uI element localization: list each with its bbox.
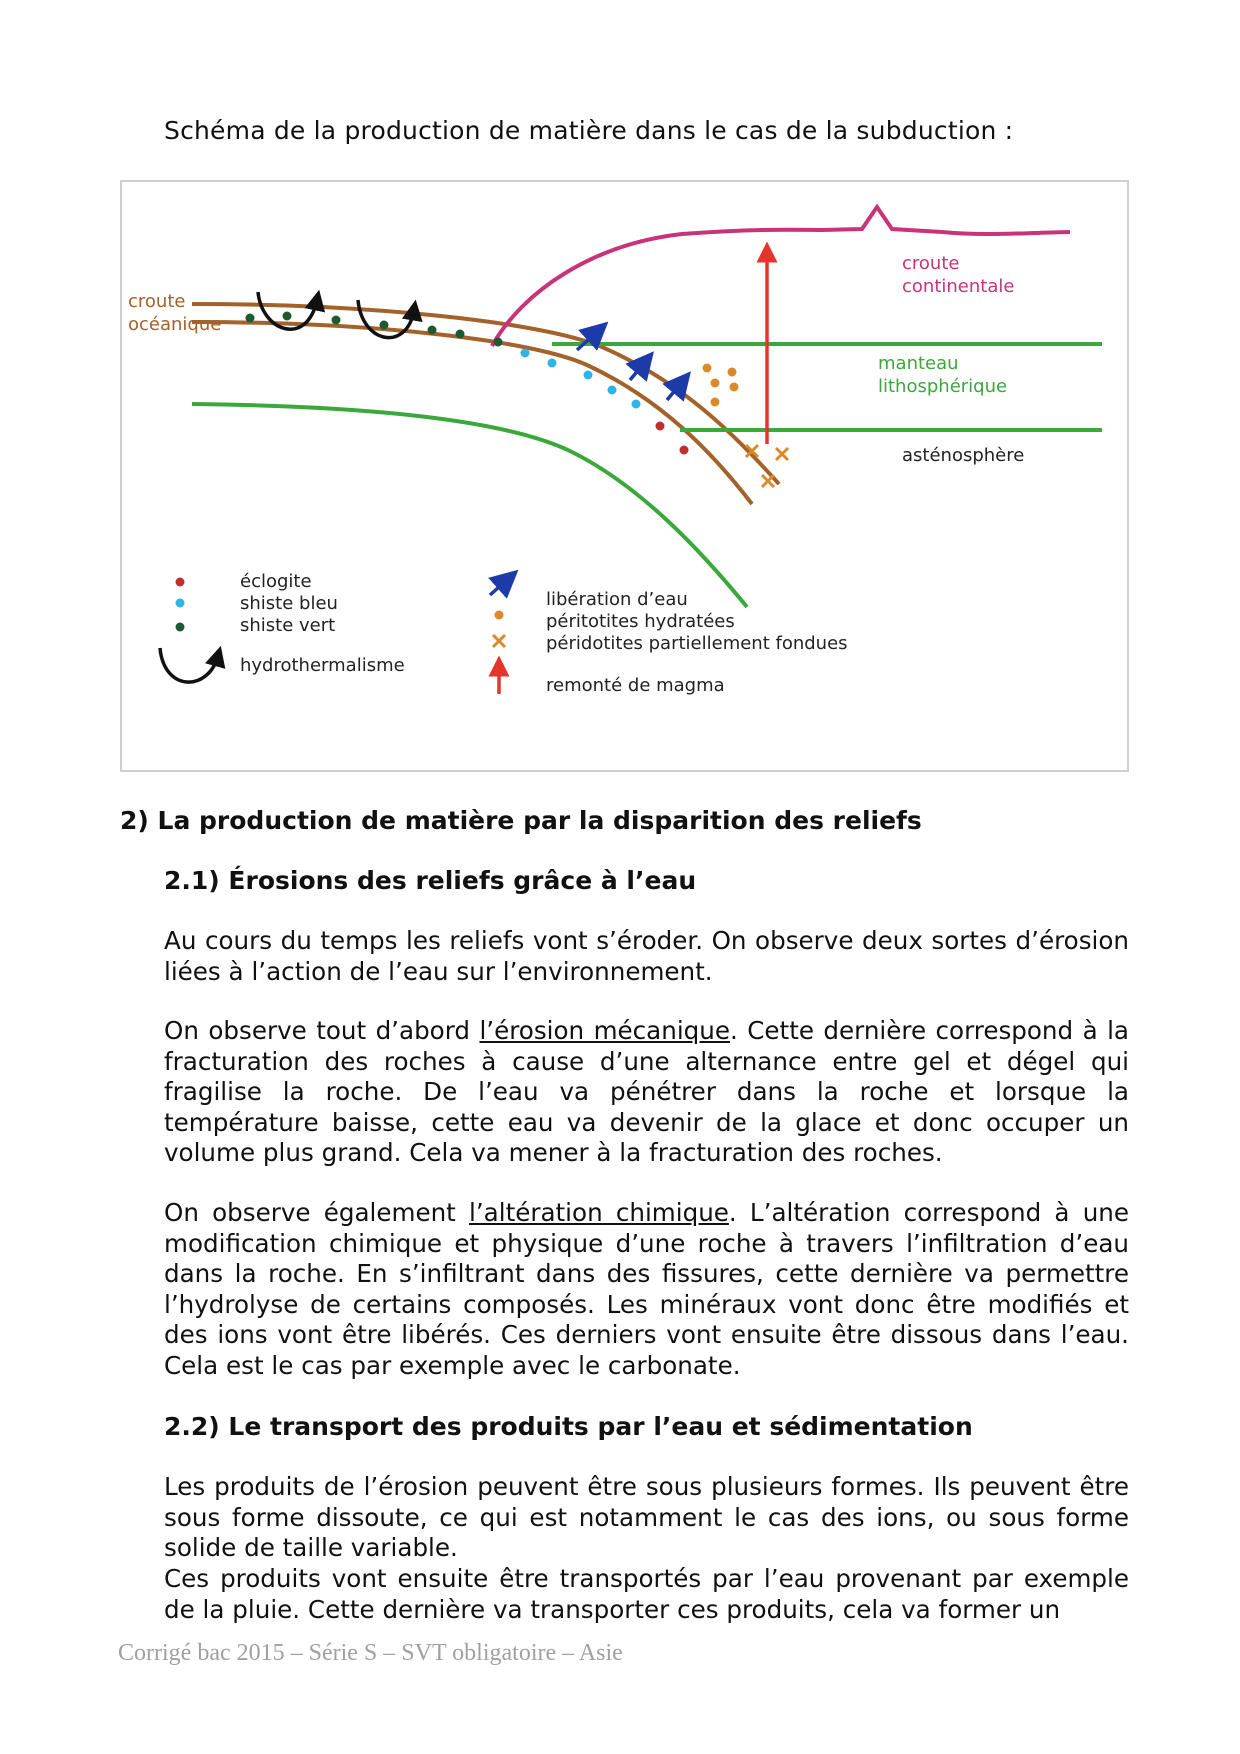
schiste-vert-dot (246, 314, 255, 323)
schiste-bleu-dot (632, 400, 641, 409)
legend-eclogite-dot (176, 578, 185, 587)
page-footer: Corrigé bac 2015 – Série S – SVT obligatoire – Asie (118, 1640, 623, 1666)
section-2-1-heading: 2.1) Érosions des reliefs grâce à l’eau (164, 866, 697, 895)
paragraph-produits-erosion: Les produits de l’érosion peuvent être sous plusieurs formes. Ils peuvent être sous forme dissoute, ce qui est notamment le cas des ions, ou sous forme solide de taille variable. (164, 1472, 1129, 1562)
term-erosion-mecanique: l’érosion mécanique (479, 1016, 730, 1045)
label-croute-oceanique: croute océanique (128, 291, 222, 335)
paragraph-transport: Ces produits vont ensuite être transportés par l’eau provenant par exemple de la pluie. Cette dernière va transporter ces produits, cela va former un (164, 1564, 1129, 1624)
subduction-diagram (120, 180, 1129, 772)
paragraph-erosion-mecanique: On observe tout d’abord l’érosion mécanique. Cette dernière correspond à la fracturation des roches à cause d’une alternance entre gel et dégel qui fragilise la roche. De l’eau va pénétrer dans la roche et lorsque la température baisse, cette eau va devenir de la glace et donc occuper un volume plus grand. Cela va mener à la fracturation des roches. (164, 1016, 1129, 1167)
legend-peridotite-label: péritotites hydratées (546, 611, 735, 632)
peridotite-dot (703, 364, 712, 373)
legend-water-arrow (490, 579, 508, 595)
oceanic-crust-bottom (192, 322, 752, 504)
legend-hydrothermalism-icon (160, 648, 218, 682)
peridotite-dot (730, 383, 739, 392)
legend-water-label: libération d’eau (546, 589, 688, 610)
section-2-2-heading: 2.2) Le transport des produits par l’eau et sédimentation (164, 1412, 973, 1441)
legend-melt-cross (493, 635, 505, 647)
melt-cross (746, 445, 788, 487)
paragraph-alteration-chimique: On observe également l’altération chimique. L’altération correspond à une modification chimique et physique d’une roche à travers l’infiltration d’eau dans la roche. En s’infiltrant dans des fissures, cette dernière va permettre l’hydrolyse de certains composés. Les minéraux vont donc être modifiés et des ions vont être libérés. Ces derniers vont ensuite être dissous dans l’eau. Cela est le cas par exemple avec le carbonate. (164, 1198, 1130, 1380)
oceanic-crust-top (192, 304, 779, 484)
schiste-vert-dot (494, 338, 503, 347)
legend-melt-label: péridotites partiellement fondues (546, 633, 848, 654)
schiste-vert-dot (428, 326, 437, 335)
legend-peridotite-dot (495, 611, 504, 620)
schiste-bleu-dot (608, 386, 617, 395)
schiste-bleu-dot (548, 359, 557, 368)
legend-schiste-bleu-label: shiste bleu (240, 593, 338, 614)
legend-schiste-vert-dot (176, 623, 185, 632)
eclogite-dot (680, 446, 689, 455)
legend-eclogite-label: éclogite (240, 571, 312, 592)
label-croute-continentale: croute continentale (902, 253, 1015, 297)
peridotite-dot (711, 379, 720, 388)
section-2-heading: 2) La production de matière par la disparition des reliefs (120, 806, 922, 835)
legend-schiste-vert-label: shiste vert (240, 615, 336, 636)
figure-intro: Schéma de la production de matière dans le cas de la subduction : (164, 116, 1014, 145)
schiste-vert-dot (332, 316, 341, 325)
peridotite-dot (728, 368, 737, 377)
schiste-bleu-dot (584, 371, 593, 380)
schiste-vert-dot (283, 312, 292, 321)
schiste-vert-dot (456, 330, 465, 339)
paragraph-erosion-intro: Au cours du temps les reliefs vont s’éroder. On observe deux sortes d’érosion liées à l’action de l’eau sur l’environnement. (164, 926, 1129, 986)
eclogite-dot (656, 422, 665, 431)
schiste-vert-dot (380, 321, 389, 330)
label-asthenosphere: asténosphère (902, 445, 1025, 466)
schiste-bleu-dot (521, 349, 530, 358)
hydrothermal-curl-2 (358, 300, 414, 338)
legend-hydrothermalism-label: hydrothermalisme (240, 655, 405, 676)
peridotite-dot (711, 398, 720, 407)
legend-magma-label: remonté de magma (546, 675, 725, 696)
term-alteration-chimique: l’altération chimique (469, 1198, 729, 1227)
legend-schiste-bleu-dot (176, 599, 185, 608)
label-manteau: manteau lithosphérique (878, 353, 1008, 397)
